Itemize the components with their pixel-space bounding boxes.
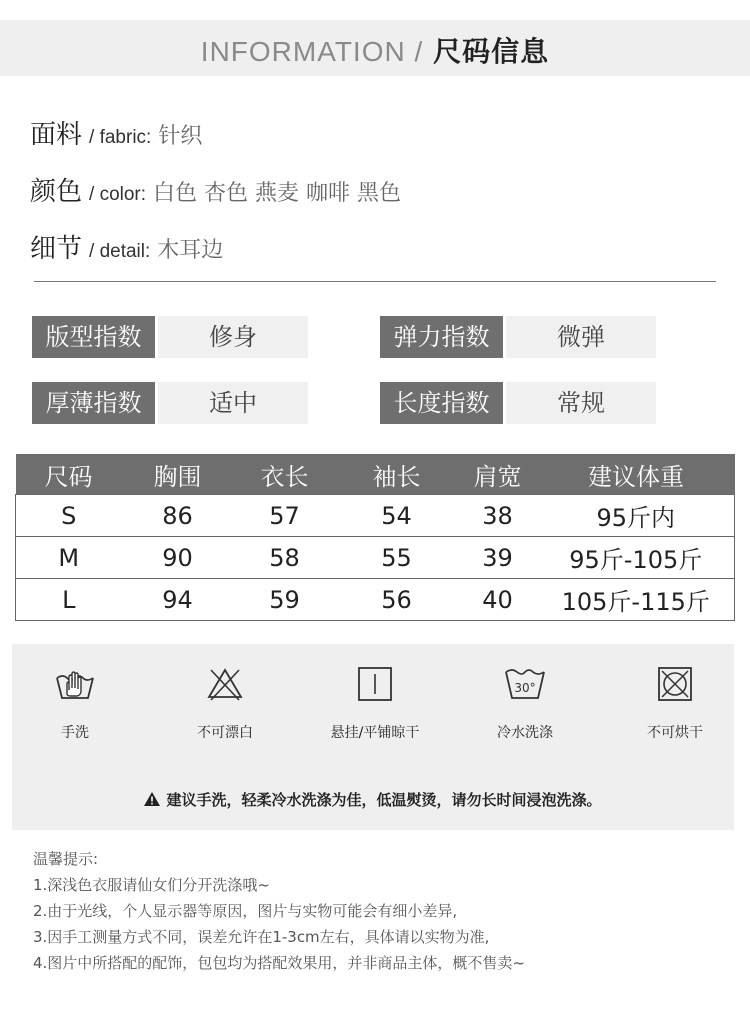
hand-wash-icon bbox=[53, 664, 97, 704]
attr-value: 木耳边 bbox=[157, 238, 224, 263]
attr-fabric bbox=[30, 114, 202, 154]
attr-value: 白色 杏色 燕麦 咖啡 黑色 bbox=[153, 181, 402, 206]
table-cell: 95斤内 bbox=[538, 495, 735, 537]
no-bleach-icon bbox=[203, 664, 247, 704]
title-en: INFORMATION / bbox=[200, 36, 424, 67]
table-cell: 94 bbox=[122, 579, 234, 621]
table-cell: 86 bbox=[122, 495, 234, 537]
index-label-fit: 版型指数 bbox=[32, 316, 155, 358]
warning-icon bbox=[144, 792, 160, 806]
header-bust: 胸围 bbox=[122, 454, 234, 495]
index-value-thickness: 适中 bbox=[158, 382, 308, 424]
table-cell: M bbox=[16, 537, 122, 579]
table-cell: 38 bbox=[458, 495, 538, 537]
care-label: 冷水洗涤 bbox=[497, 725, 553, 741]
care-item-hang-dry bbox=[315, 664, 435, 742]
care-label: 手洗 bbox=[61, 725, 89, 741]
care-label: 不可漂白 bbox=[197, 725, 253, 741]
attr-key: 细节 bbox=[30, 234, 83, 264]
attr-key: 颜色 bbox=[30, 177, 83, 207]
attr-color bbox=[30, 171, 401, 211]
index-value-elastic: 微弹 bbox=[506, 316, 656, 358]
table-cell: S bbox=[16, 495, 122, 537]
care-note-text: 建议手洗，轻柔冷水洗涤为佳，低温熨烫，请勿长时间浸泡洗涤。 bbox=[166, 791, 602, 809]
table-cell: 54 bbox=[336, 495, 458, 537]
table-cell: 58 bbox=[234, 537, 336, 579]
table-cell: 56 bbox=[336, 579, 458, 621]
divider bbox=[34, 281, 716, 282]
header-bar bbox=[0, 20, 750, 76]
table-row bbox=[16, 537, 735, 579]
care-note bbox=[12, 789, 734, 810]
table-row bbox=[16, 495, 735, 537]
header-sleeve: 袖长 bbox=[336, 454, 458, 495]
index-label-length: 长度指数 bbox=[380, 382, 503, 424]
title-cn: 尺码信息 bbox=[433, 35, 550, 68]
table-cell: L bbox=[16, 579, 122, 621]
wash-temp: 30° bbox=[514, 681, 536, 695]
care-item-no-bleach bbox=[165, 664, 285, 742]
tips-section bbox=[33, 846, 525, 976]
tips-line: 2.由于光线，个人显示器等原因，图片与实物可能会有细小差异, bbox=[33, 902, 458, 920]
table-header-row bbox=[16, 454, 735, 495]
tips-line: 4.图片中所搭配的配饰，包包均为搭配效果用，并非商品主体，概不售卖~ bbox=[33, 954, 525, 972]
index-value-fit: 修身 bbox=[158, 316, 308, 358]
attr-en: / fabric: bbox=[89, 127, 152, 148]
care-item-hand-wash bbox=[15, 664, 135, 742]
hang-dry-icon bbox=[353, 664, 397, 704]
tips-line: 3.因手工测量方式不同，误差允许在1-3cm左右，具体请以实物为准, bbox=[33, 928, 490, 946]
table-cell: 59 bbox=[234, 579, 336, 621]
no-tumble-dry-icon bbox=[653, 664, 697, 704]
index-value-length: 常规 bbox=[506, 382, 656, 424]
size-table bbox=[15, 454, 735, 621]
care-item-no-tumble-dry bbox=[615, 664, 735, 742]
tips-title: 温馨提示: bbox=[33, 850, 99, 868]
care-label: 悬挂/平铺晾干 bbox=[330, 725, 420, 741]
header-length: 衣长 bbox=[234, 454, 336, 495]
header-weight: 建议体重 bbox=[538, 454, 735, 495]
table-cell: 40 bbox=[458, 579, 538, 621]
attr-value: 针织 bbox=[158, 124, 203, 149]
index-label-elastic: 弹力指数 bbox=[380, 316, 503, 358]
table-cell: 95斤-105斤 bbox=[538, 537, 735, 579]
attr-detail bbox=[30, 228, 223, 268]
attr-key: 面料 bbox=[30, 120, 83, 150]
header-size: 尺码 bbox=[16, 454, 122, 495]
attr-en: / detail: bbox=[89, 241, 151, 262]
attr-en: / color: bbox=[89, 184, 147, 205]
tips-line: 1.深浅色衣服请仙女们分开洗涤哦~ bbox=[33, 876, 270, 894]
index-label-thickness: 厚薄指数 bbox=[32, 382, 155, 424]
table-cell: 55 bbox=[336, 537, 458, 579]
care-label: 不可烘干 bbox=[647, 725, 703, 741]
table-row bbox=[16, 579, 735, 621]
care-panel bbox=[12, 644, 734, 830]
table-cell: 90 bbox=[122, 537, 234, 579]
table-cell: 57 bbox=[234, 495, 336, 537]
table-cell: 39 bbox=[458, 537, 538, 579]
page-title bbox=[0, 30, 750, 70]
header-shoulder: 肩宽 bbox=[458, 454, 538, 495]
care-item-cold-wash bbox=[465, 664, 585, 742]
table-cell: 105斤-115斤 bbox=[538, 579, 735, 621]
wash-30-icon bbox=[503, 664, 547, 704]
